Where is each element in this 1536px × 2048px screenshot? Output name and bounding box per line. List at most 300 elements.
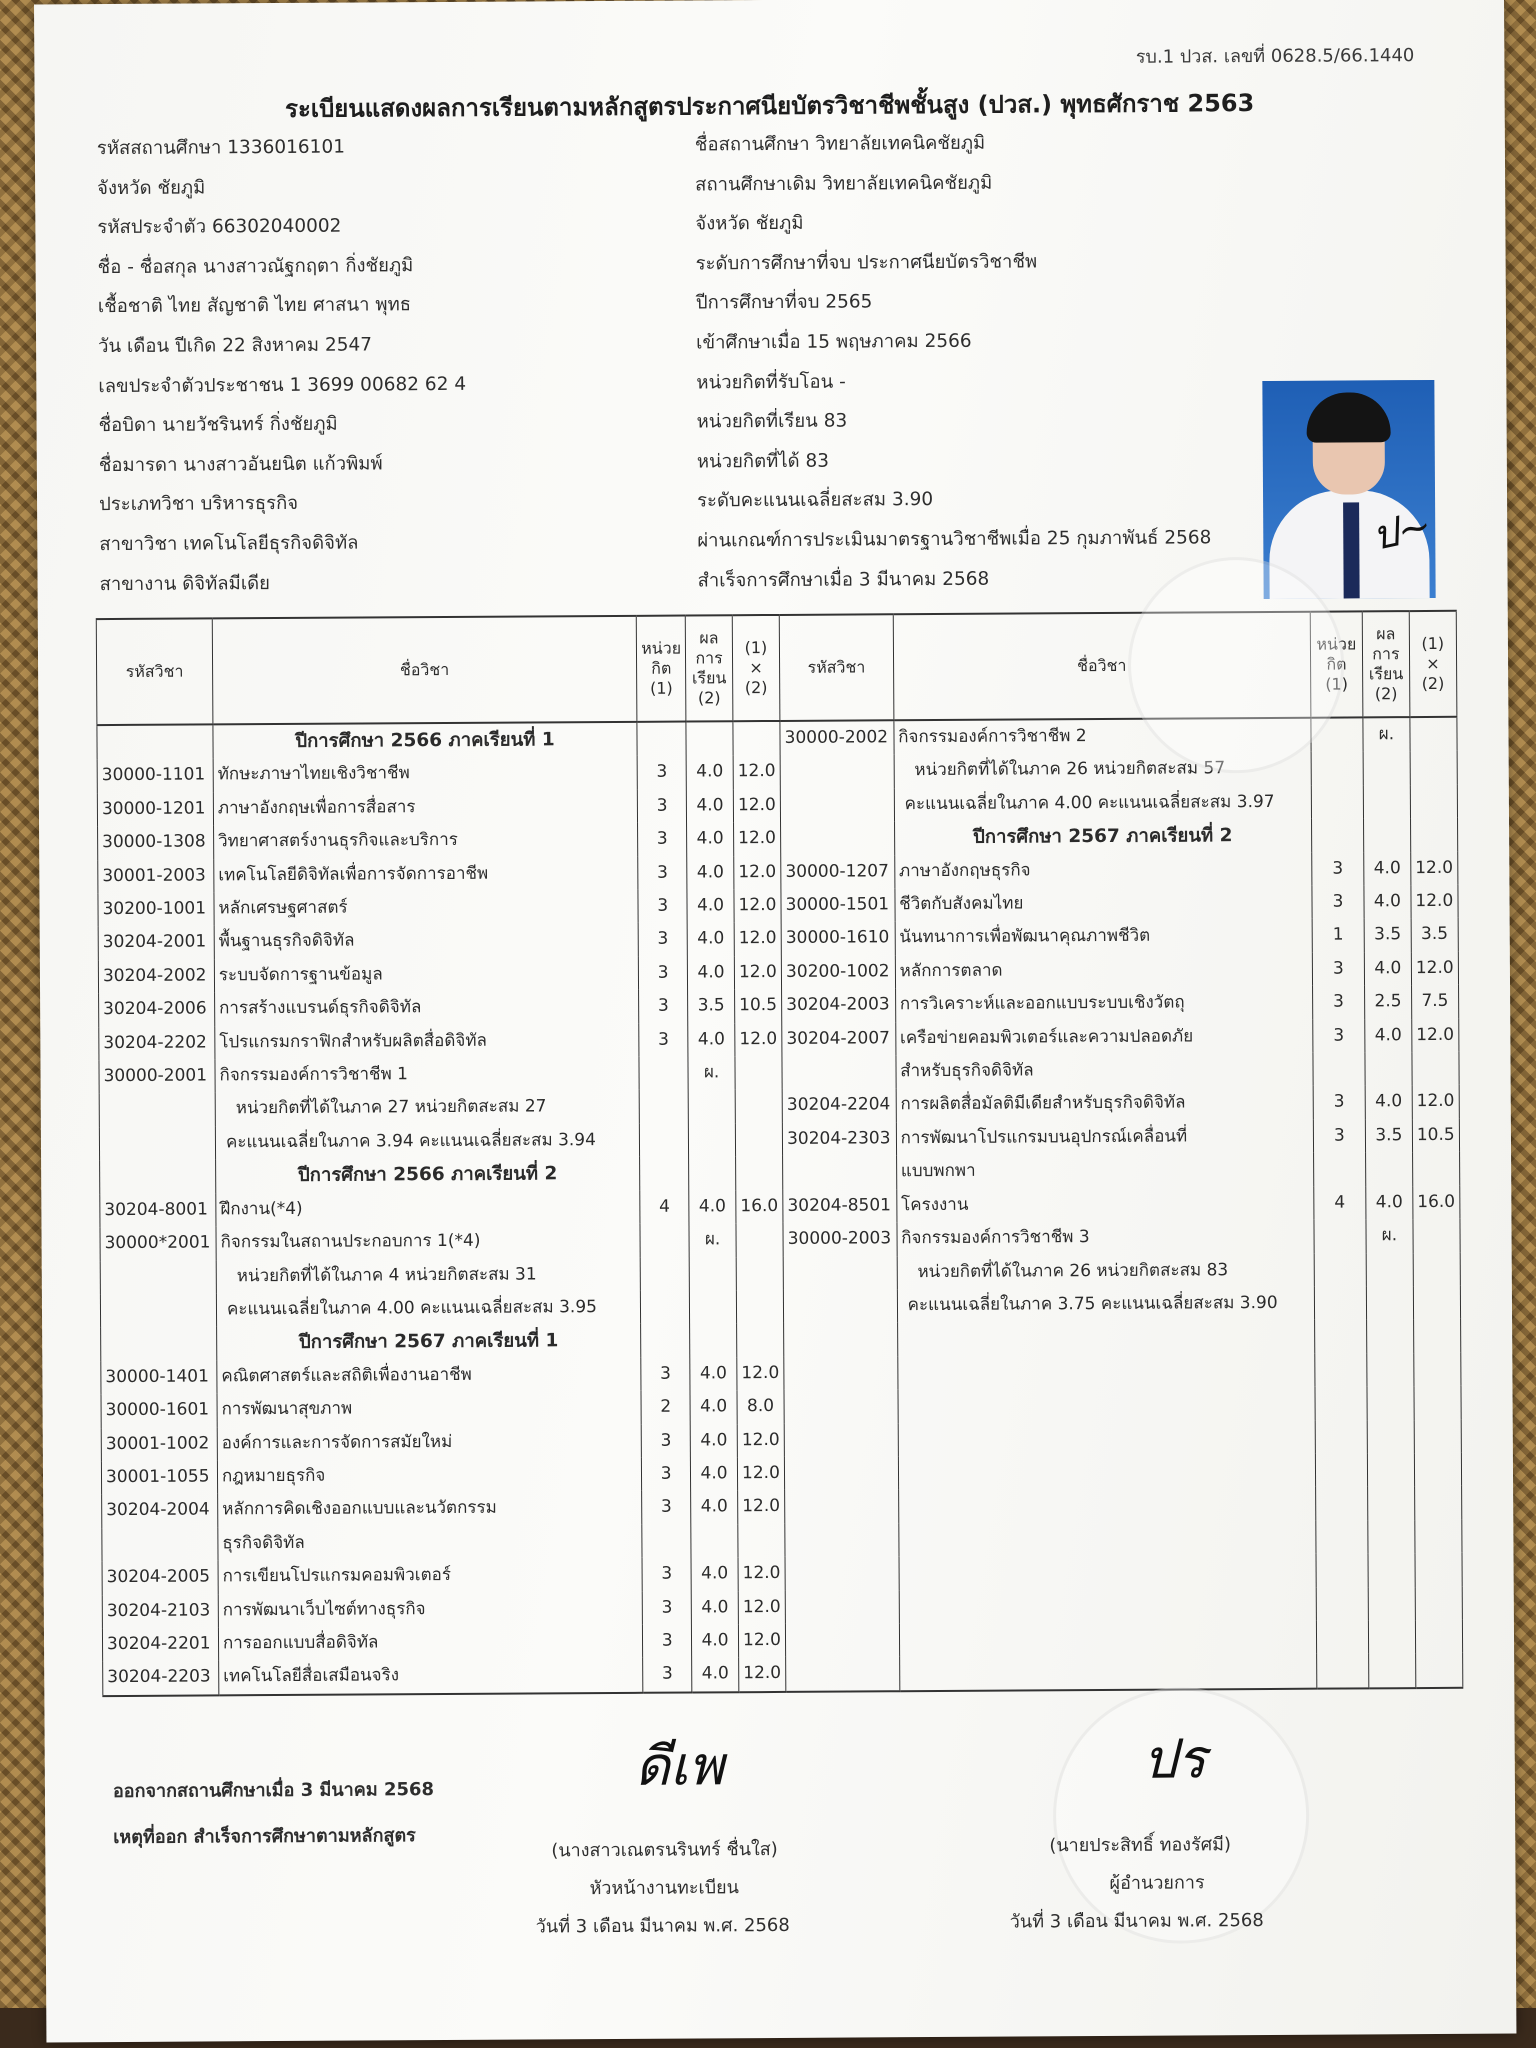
right-blank-credit (1313, 1153, 1366, 1187)
left-blank-code (100, 1293, 216, 1327)
right-continuation-text: สำหรับธุรกิจดิจิทัล (896, 1053, 1313, 1089)
left-course-name: ระบบจัดการฐานข้อมูล (214, 957, 638, 993)
right-course-credit: 3 (1313, 1086, 1366, 1120)
right-course-credit: 3 (1311, 852, 1364, 886)
right-course-credit: 3 (1313, 1119, 1366, 1153)
right-empty-code (786, 1623, 900, 1657)
left-course-credit: 3 (642, 1624, 692, 1658)
left-course-credit: 3 (643, 1658, 693, 1693)
right-course-grade: 4.0 (1365, 1019, 1412, 1053)
right-empty-name (897, 1320, 1314, 1356)
photo-tie (1343, 502, 1360, 598)
right-empty-grade (1368, 1520, 1415, 1554)
right-blank-points (1413, 1286, 1461, 1320)
right-empty-name (899, 1587, 1316, 1623)
info-left-7: ชื่อบิดา นายวัชรินทร์ กิ่งชัยภูมิ (98, 413, 338, 437)
left-term-gpa-summary: คะแนนเฉลี่ยในภาค 4.00 คะแนนเฉลี่ยสะสม 3.95 (216, 1291, 640, 1327)
photo-hair (1306, 392, 1390, 443)
left-blank-credit (640, 1257, 690, 1291)
right-empty-grade (1369, 1620, 1416, 1654)
header-credit-left: หน่วย กิต (1) (636, 616, 686, 722)
right-course-grade: 2.5 (1365, 985, 1412, 1019)
left-course-credit: 3 (638, 956, 688, 990)
info-right-2: จังหวัด ชัยภูมิ (695, 212, 804, 235)
right-course-code: 30000-1501 (781, 888, 895, 922)
left-course-points: 12.0 (738, 1557, 786, 1591)
right-course-grade: 4.0 (1364, 885, 1411, 919)
left-blank-points (736, 1323, 784, 1357)
right-blank-grade (1366, 1253, 1413, 1287)
left-blank-grade (691, 1524, 738, 1558)
left-course-grade: 4.0 (688, 1023, 735, 1057)
left-blank-points (735, 1123, 783, 1157)
left-course-points: 12.0 (733, 822, 781, 856)
left-course-credit: 3 (638, 923, 688, 957)
left-course-points: 16.0 (736, 1190, 784, 1224)
right-course-name: นันทนาการเพื่อพัฒนาคุณภาพชีวิต (895, 919, 1312, 955)
left-course-points (736, 1223, 784, 1257)
right-term-credit-summary: หน่วยกิตที่ได้ในภาค 26 หน่วยกิตสะสม 57 (894, 752, 1311, 788)
right-course-points: 12.0 (1410, 851, 1458, 885)
right-course-name: กิจกรรมองค์การวิชาชีพ 3 (897, 1220, 1314, 1256)
info-left-3: ชื่อ - ชื่อสกุล นางสาวณัฐกฤตา กิ่งชัยภูมิ (97, 254, 414, 278)
left-course-credit: 3 (637, 789, 687, 823)
right-empty-grade (1368, 1587, 1415, 1621)
right-empty-name (898, 1387, 1315, 1423)
right-empty-product (1414, 1419, 1462, 1453)
right-blank-credit (1313, 1052, 1366, 1086)
left-course-code: 30204-2005 (102, 1561, 218, 1595)
left-course-code: 30204-2004 (102, 1494, 218, 1528)
left-term-gpa-summary: คะแนนเฉลี่ยในภาค 3.94 คะแนนเฉลี่ยสะสม 3.94 (215, 1124, 639, 1160)
left-course-name: หลักการคิดเชิงออกแบบและนวัตกรรม (218, 1491, 642, 1527)
left-term-heading: ปีการศึกษา 2566 ภาคเรียนที่ 2 (216, 1157, 640, 1193)
left-blank-points (735, 1156, 783, 1190)
right-blank-points (1412, 1152, 1460, 1186)
info-left-1: จังหวัด ชัยภูมิ (97, 177, 206, 199)
left-course-credit (639, 1057, 689, 1091)
left-course-points (735, 1056, 783, 1090)
left-blank-code (101, 1327, 217, 1361)
right-course-points: 12.0 (1412, 1085, 1460, 1119)
registrar-name: (นางสาวเณตรนรินทร์ ชื่นใส) (551, 1838, 778, 1862)
left-course-code: 30000-1401 (101, 1360, 217, 1394)
right-empty-product (1415, 1620, 1463, 1654)
left-course-credit: 3 (639, 990, 689, 1024)
right-empty-credit (1315, 1520, 1368, 1554)
left-blank-code (97, 724, 213, 759)
header-product-left: (1) × (2) (732, 615, 780, 721)
left-course-points: 12.0 (734, 956, 782, 990)
left-course-name: เทคโนโลยีดิจิทัลเพื่อการจัดการอาชีพ (214, 856, 638, 892)
header-grade-right: ผล การ เรียน (2) (1362, 611, 1409, 717)
left-course-grade: ผ. (689, 1223, 736, 1257)
right-course-name: ภาษาอังกฤษธุรกิจ (894, 852, 1311, 888)
left-blank-credit (640, 1290, 690, 1324)
right-empty-code (785, 1590, 899, 1624)
left-course-code: 30204-2103 (102, 1594, 218, 1628)
right-empty-grade (1367, 1420, 1414, 1454)
right-course-points (1413, 1219, 1461, 1253)
right-course-code: 30204-2007 (782, 1022, 896, 1056)
left-blank-code (99, 1093, 215, 1127)
left-course-points: 12.0 (738, 1657, 786, 1692)
right-empty-name (898, 1487, 1315, 1523)
left-course-credit: 4 (640, 1190, 690, 1224)
info-left-4: เชื้อชาติ ไทย สัญชาติ ไทย ศาสนา พุทธ (97, 294, 412, 318)
left-course-code: 30001-1002 (101, 1427, 217, 1461)
left-course-credit: 3 (637, 756, 687, 790)
left-course-points: 12.0 (738, 1590, 786, 1624)
left-course-name: ทักษะภาษาไทยเชิงวิชาชีพ (213, 756, 637, 792)
table-row (103, 1653, 1463, 1696)
right-blank-points (1413, 1252, 1461, 1286)
right-blank-credit (1314, 1253, 1367, 1287)
info-right-0: ชื่อสถานศึกษา วิทยาลัยเทคนิคชัยภูมิ (694, 132, 986, 156)
left-course-name: หลักเศรษฐศาสตร์ (214, 890, 638, 926)
right-course-name: เครือข่ายคอมพิวเตอร์และความปลอดภัย (895, 1019, 1312, 1055)
right-course-points: 12.0 (1411, 952, 1459, 986)
right-empty-code (784, 1323, 898, 1357)
header-grade-left: ผล การ เรียน (2) (686, 615, 733, 721)
right-blank-code (783, 1289, 897, 1323)
director-title: ผู้อำนวยการ (1109, 1872, 1205, 1894)
right-blank-credit (1311, 785, 1364, 819)
right-empty-code (784, 1356, 898, 1390)
left-course-name: การพัฒนาสุขภาพ (217, 1391, 641, 1427)
right-empty-code (786, 1657, 900, 1692)
right-term-gpa-summary: คะแนนเฉลี่ยในภาค 4.00 คะแนนเฉลี่ยสะสม 3.97 (894, 786, 1311, 822)
left-course-name: คณิตศาสตร์และสถิติเพื่องานอาชีพ (217, 1358, 641, 1394)
header-name-right: ชื่อวิชา (893, 612, 1311, 721)
left-blank-code (102, 1527, 218, 1561)
left-course-name: กฎหมายธุรกิจ (217, 1458, 641, 1494)
right-blank-code (780, 788, 894, 822)
left-course-grade: 4.0 (691, 1557, 738, 1591)
right-empty-grade (1367, 1386, 1414, 1420)
right-course-name: หลักการตลาด (895, 953, 1312, 989)
left-course-grade: 4.0 (689, 1190, 736, 1224)
left-course-code: 30200-1001 (98, 892, 214, 926)
registrar-title: หัวหน้างานทะเบียน (589, 1877, 740, 1900)
registrar-date: วันที่ 3 เดือน มีนาคม พ.ศ. 2568 (535, 1914, 790, 1938)
right-empty-grade (1368, 1453, 1415, 1487)
right-empty-code (785, 1556, 899, 1590)
info-right-7: หน่วยกิตที่เรียน 83 (696, 410, 848, 433)
left-course-grade: 4.0 (686, 756, 733, 790)
left-course-grade: 4.0 (687, 923, 734, 957)
transcript-paper (34, 0, 1516, 2042)
left-blank-points (735, 1089, 783, 1123)
info-right-5: เข้าศึกษาเมื่อ 15 พฤษภาคม 2566 (696, 330, 972, 354)
right-course-code: 30200-1002 (781, 955, 895, 989)
left-course-grade: 4.0 (687, 822, 734, 856)
left-course-name: การสร้างแบรนด์ธุรกิจดิจิทัล (215, 990, 639, 1026)
left-course-grade: 3.5 (688, 989, 735, 1023)
left-course-points: 12.0 (737, 1423, 785, 1457)
right-empty-product (1414, 1386, 1462, 1420)
left-blank-credit (642, 1524, 692, 1558)
right-course-grade: 3.5 (1364, 919, 1411, 953)
left-course-code: 30204-2002 (98, 959, 214, 993)
left-course-points: 12.0 (734, 922, 782, 956)
right-empty-name (898, 1454, 1315, 1490)
left-term-credit-summary: หน่วยกิตที่ได้ในภาค 4 หน่วยกิตสะสม 31 (216, 1257, 640, 1293)
right-course-code: 30204-8501 (783, 1189, 897, 1223)
left-term-heading: ปีการศึกษา 2566 ภาคเรียนที่ 1 (213, 722, 637, 759)
info-right-3: ระดับการศึกษาที่จบ ประกาศนียบัตรวิชาชีพ (695, 251, 1038, 275)
left-course-grade: ผ. (688, 1056, 735, 1090)
right-course-code: 30000-1610 (781, 922, 895, 956)
info-left-5: วัน เดือน ปีเกิด 22 สิงหาคม 2547 (98, 334, 373, 358)
right-empty-product (1415, 1553, 1463, 1587)
right-course-code: 30000-2003 (783, 1222, 897, 1256)
right-blank-code (780, 755, 894, 789)
right-course-grade: 3.5 (1366, 1119, 1413, 1153)
left-course-grade: 4.0 (691, 1424, 738, 1458)
left-course-credit: 3 (639, 1023, 689, 1057)
header-product-right: (1) × (2) (1409, 611, 1457, 717)
left-course-points: 12.0 (738, 1624, 786, 1658)
right-course-code: 30000-1207 (781, 855, 895, 889)
right-empty-name (899, 1554, 1316, 1590)
left-blank-code (100, 1260, 216, 1294)
right-blank-points (1412, 1052, 1460, 1086)
right-blank-grade (1366, 1152, 1413, 1186)
left-course-name: ฝึกงาน(*4) (216, 1190, 640, 1226)
right-blank-grade (1367, 1286, 1414, 1320)
student-photo (1262, 380, 1435, 599)
info-left-6: เลขประจำตัวประชาชน 1 3699 00682 62 4 (98, 373, 467, 397)
left-course-code: 30001-2003 (98, 859, 214, 893)
right-empty-credit (1315, 1386, 1368, 1420)
right-empty-credit (1316, 1620, 1369, 1654)
left-course-name: เทคโนโลยีสื่อเสมือนจริง (219, 1658, 643, 1695)
left-course-points: 12.0 (734, 889, 782, 923)
right-blank-code (783, 1156, 897, 1190)
right-empty-product (1415, 1586, 1463, 1620)
info-left-10: สาขาวิชา เทคโนโลยีธุรกิจดิจิทัล (99, 532, 359, 556)
left-course-credit: 3 (642, 1558, 692, 1592)
director-name: (นายประสิทธิ์ ทองรัศมี) (1049, 1834, 1232, 1857)
left-course-grade: 4.0 (692, 1658, 739, 1693)
right-course-points: 12.0 (1411, 1018, 1459, 1052)
right-empty-credit (1314, 1353, 1367, 1387)
right-empty-name (898, 1420, 1315, 1456)
left-course-code: 30204-2201 (102, 1627, 218, 1661)
right-empty-credit (1315, 1420, 1368, 1454)
left-course-credit: 3 (641, 1357, 691, 1391)
left-course-code: 30000-1601 (101, 1394, 217, 1428)
photo-signature: ป~ (1368, 502, 1436, 560)
right-course-points: 16.0 (1412, 1185, 1460, 1219)
left-course-grade: 4.0 (692, 1591, 739, 1625)
right-empty-product (1414, 1520, 1462, 1554)
right-course-points: 12.0 (1411, 885, 1459, 919)
info-right-11: สำเร็จการศึกษาเมื่อ 3 มีนาคม 2568 (697, 568, 990, 592)
right-course-points: 7.5 (1411, 985, 1459, 1019)
left-blank-credit (637, 722, 687, 757)
header-name-left: ชื่อวิชา (212, 616, 637, 725)
left-course-name: กิจกรรมในสถานประกอบการ 1(*4) (216, 1224, 640, 1260)
left-blank-points (738, 1524, 786, 1558)
left-course-points: 12.0 (737, 1490, 785, 1524)
left-course-code: 30000*2001 (100, 1226, 216, 1260)
right-empty-product (1414, 1453, 1462, 1487)
document-reference: รบ.1 ปวส. เลขที่ 0628.5/66.1440 (1135, 45, 1415, 68)
header-credit-right: หน่วย กิต (1) (1310, 611, 1363, 717)
info-left-2: รหัสประจำตัว 66302040002 (97, 215, 342, 239)
right-empty-name (899, 1621, 1316, 1657)
left-blank-code (99, 1126, 215, 1160)
right-blank-grade (1363, 785, 1410, 819)
left-blank-grade (689, 1157, 736, 1191)
left-course-credit: 3 (638, 890, 688, 924)
document-title: ระเบียนแสดงผลการเรียนตามหลักสูตรประกาศนียบัตรวิชาชีพชั้นสูง (ปวส.) พุทธศักราช 2563 (284, 89, 1255, 123)
right-blank-points (1410, 818, 1458, 852)
left-course-grade: 4.0 (691, 1491, 738, 1525)
registrar-signature: ดีเพ (634, 1734, 725, 1798)
left-course-grade: 4.0 (688, 956, 735, 990)
left-course-grade: 4.0 (690, 1357, 737, 1391)
right-empty-code (785, 1490, 899, 1524)
right-blank-grade (1365, 1052, 1412, 1086)
grades-table (96, 610, 1464, 1697)
right-course-credit (1314, 1219, 1367, 1253)
info-right-9: ระดับคะแนนเฉลี่ยสะสม 3.90 (696, 489, 934, 512)
info-right-4: ปีการศึกษาที่จบ 2565 (695, 291, 873, 314)
header-code-right: รหัสวิชา (779, 614, 893, 721)
right-empty-credit (1314, 1320, 1367, 1354)
info-right-1: สถานศึกษาเดิม วิทยาลัยเทคนิคชัยภูมิ (695, 172, 993, 196)
right-course-credit: 3 (1312, 1019, 1365, 1053)
left-course-grade: 4.0 (690, 1390, 737, 1424)
right-course-code: 30204-2204 (782, 1089, 896, 1123)
info-left-8: ชื่อมารดา นางสาวอันยนิต แก้วพิมพ์ (98, 453, 383, 476)
right-course-grade: 4.0 (1366, 1186, 1413, 1220)
right-term-gpa-summary: คะแนนเฉลี่ยในภาค 3.75 คะแนนเฉลี่ยสะสม 3.90 (897, 1287, 1314, 1323)
right-course-credit: 1 (1312, 919, 1365, 953)
director-signature: ปร (1142, 1727, 1207, 1791)
right-empty-grade (1367, 1353, 1414, 1387)
left-course-credit: 3 (642, 1591, 692, 1625)
info-left-0: รหัสสถานศึกษา 1336016101 (96, 136, 346, 160)
right-course-grade: ผ. (1363, 717, 1410, 752)
left-course-credit: 3 (638, 856, 688, 890)
right-course-name: ชีวิตกับสังคมไทย (895, 886, 1312, 922)
left-course-name: องค์การและการจัดการสมัยใหม่ (217, 1424, 641, 1460)
right-empty-product (1413, 1353, 1461, 1387)
right-blank-credit (1311, 819, 1364, 853)
right-empty-credit (1315, 1453, 1368, 1487)
right-course-grade: 4.0 (1365, 1086, 1412, 1120)
left-course-grade: 4.0 (691, 1457, 738, 1491)
left-course-code: 30204-2202 (99, 1026, 215, 1060)
left-course-points: 8.0 (737, 1390, 785, 1424)
left-course-name: การออกแบบสื่อดิจิทัล (218, 1625, 642, 1661)
right-empty-product (1413, 1319, 1461, 1353)
right-blank-grade (1363, 752, 1410, 786)
right-blank-points (1410, 785, 1458, 819)
info-right-6: หน่วยกิตที่รับโอน - (696, 371, 846, 394)
left-course-name: โปรแกรมกราฟิกสำหรับผลิตสื่อดิจิทัล (215, 1023, 639, 1059)
left-course-credit: 2 (641, 1391, 691, 1425)
right-course-name: การวิเคราะห์และออกแบบระบบเชิงวัตถุ (895, 986, 1312, 1022)
left-course-points: 12.0 (735, 1023, 783, 1057)
left-blank-points (733, 721, 781, 756)
left-blank-grade (690, 1257, 737, 1291)
left-blank-credit (639, 1090, 689, 1124)
right-course-points (1410, 717, 1458, 752)
leave-reason: เหตุที่ออก สำเร็จการศึกษาตามหลักสูตร (113, 1825, 416, 1849)
left-course-credit (640, 1224, 690, 1258)
right-empty-name (897, 1353, 1314, 1389)
right-blank-code (782, 1055, 896, 1089)
right-course-name: โครงงาน (896, 1186, 1313, 1222)
right-course-name: การพัฒนาโปรแกรมบนอุปกรณ์เคลื่อนที่ (896, 1120, 1313, 1156)
left-course-points: 12.0 (737, 1457, 785, 1491)
left-blank-grade (689, 1090, 736, 1124)
info-right-10: ผ่านเกณฑ์การประเมินมาตรฐานวิชาชีพเมื่อ 25 กุมภาพันธ์ 2568 (697, 527, 1212, 552)
left-course-name: พื้นฐานธุรกิจดิจิทัล (214, 923, 638, 959)
left-course-credit: 3 (641, 1457, 691, 1491)
left-course-credit: 3 (641, 1424, 691, 1458)
left-course-points: 12.0 (733, 755, 781, 789)
left-course-code: 30000-1201 (97, 792, 213, 826)
left-blank-grade (690, 1290, 737, 1324)
right-course-points: 10.5 (1412, 1119, 1460, 1153)
right-course-grade: 4.0 (1365, 952, 1412, 986)
left-course-credit: 3 (642, 1491, 692, 1525)
left-course-points: 12.0 (737, 1357, 785, 1391)
right-empty-code (785, 1523, 899, 1557)
right-empty-grade (1368, 1553, 1415, 1587)
left-course-code: 30000-1101 (97, 759, 213, 793)
right-course-name: การผลิตสื่อมัลติมีเดียสำหรับธุรกิจดิจิทัล (896, 1086, 1313, 1122)
right-term-credit-summary: หน่วยกิตที่ได้ในภาค 26 หน่วยกิตสะสม 83 (897, 1253, 1314, 1289)
left-continuation-text: ธุรกิจดิจิทัล (218, 1525, 642, 1561)
info-left-9: ประเภทวิชา บริหารธุรกิจ (99, 493, 299, 516)
left-course-name: กิจกรรมองค์การวิชาชีพ 1 (215, 1057, 639, 1093)
left-course-name: การพัฒนาเว็บไซต์ทางธุรกิจ (218, 1591, 642, 1627)
right-course-credit: 4 (1313, 1186, 1366, 1220)
left-blank-credit (639, 1123, 689, 1157)
right-course-code: 30204-2303 (782, 1122, 896, 1156)
left-course-name: ภาษาอังกฤษเพื่อการสื่อสาร (213, 790, 637, 826)
left-course-code: 30000-2001 (99, 1059, 215, 1093)
left-course-code: 30204-2001 (98, 926, 214, 960)
left-course-code: 30204-2006 (99, 993, 215, 1027)
right-empty-product (1414, 1486, 1462, 1520)
left-course-name: วิทยาศาสตร์งานธุรกิจและบริการ (213, 823, 637, 859)
left-course-grade: 4.0 (692, 1624, 739, 1658)
left-blank-grade (689, 1123, 736, 1157)
left-course-points: 12.0 (733, 789, 781, 823)
right-empty-code (784, 1389, 898, 1423)
left-course-points: 12.0 (734, 856, 782, 890)
left-course-code: 30001-1055 (101, 1460, 217, 1494)
right-empty-name (899, 1654, 1316, 1691)
right-course-credit: 3 (1312, 986, 1365, 1020)
right-course-points: 3.5 (1411, 918, 1459, 952)
right-empty-product (1415, 1653, 1463, 1688)
info-left-11: สาขางาน ดิจิทัลมีเดีย (99, 572, 271, 595)
leave-date: ออกจากสถานศึกษาเมื่อ 3 มีนาคม 2568 (112, 1779, 435, 1803)
right-course-code: 30204-2003 (782, 988, 896, 1022)
left-course-code: 30000-1308 (98, 826, 214, 860)
left-blank-credit (641, 1324, 691, 1358)
left-course-points: 10.5 (734, 989, 782, 1023)
